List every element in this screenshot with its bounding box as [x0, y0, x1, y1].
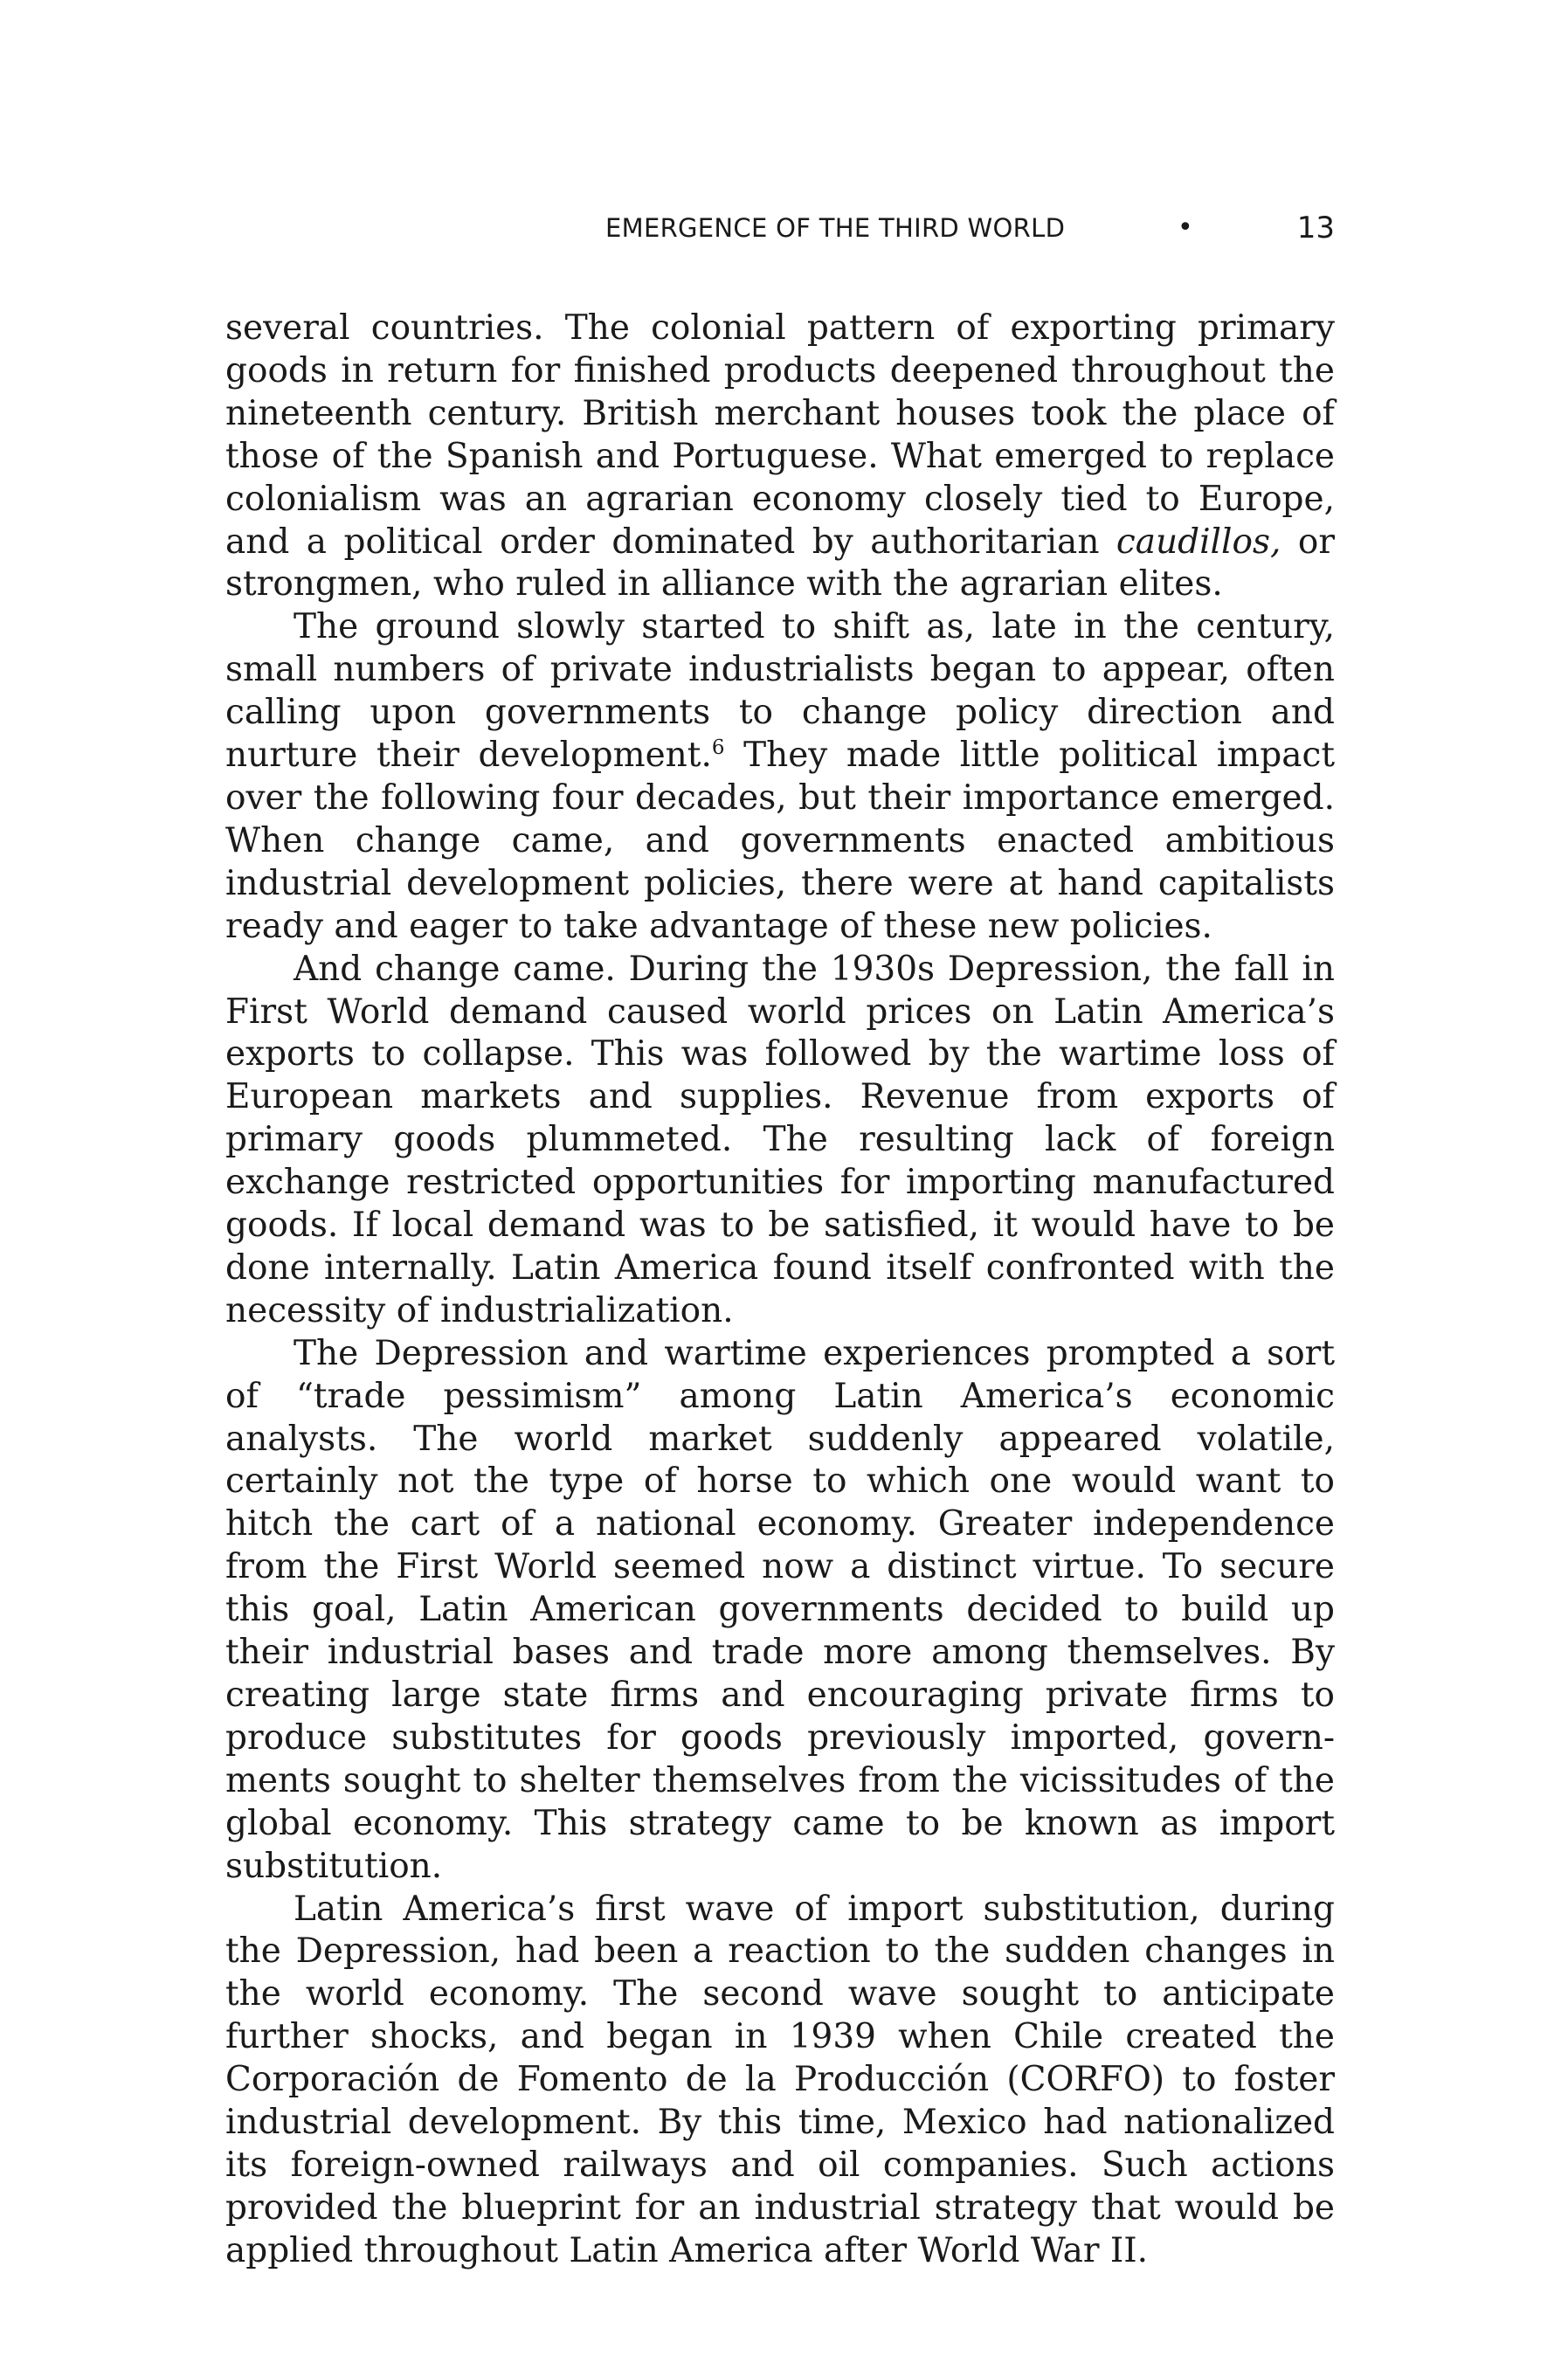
- paragraph-1: [225, 307, 1335, 606]
- paragraph-text: or strongmen, who ruled in alliance with the agrarian elites.: [225, 522, 1335, 605]
- bullet-separator: •: [1178, 212, 1193, 243]
- paragraph-text: They made little political impact over the following four decades, but their importance emerged. When change came, and governments enacted ambitious industrial development policies, there were at hand capitalists ready and eager to take advantage of these new policies.: [225, 736, 1336, 946]
- running-head: [225, 206, 1335, 250]
- paragraph-2: [225, 606, 1335, 948]
- italic-term: caudillos,: [1116, 522, 1281, 562]
- page-number: 13: [1296, 211, 1335, 245]
- body-text: [225, 307, 1335, 2273]
- footnote-reference: 6: [711, 736, 725, 760]
- paragraph-text: several countries. The colonial pattern of exporting primary goods in return for finished products deepened throughout the nineteenth century. British merchant houses took the place of those of the Spanish and Portuguese. What emerged to replace colonialism was an agrarian economy closely tied to Europe, and a political order dominated by authoritarian: [225, 308, 1335, 562]
- paragraph-5: Latin America’s first wave of import substitution, during the Depression, had been a reaction to the sudden changes in the world economy. The second wave sought to anticipate further shocks, and began in 1939 when Chile created the Corporación de Fomento de la Producción (CORFO) to foster industrial development. By this time, Mexico had nationalized its foreign-owned railways and oil companies. Such actions provided the blueprint for an industrial strategy that would be applied throughout Latin America after World War II.: [225, 1889, 1335, 2270]
- paragraph-4: The Depression and wartime experiences prompted a sort of “trade pessimism” among Latin America’s economic analysts. The world market suddenly appeared volatile, certainly not the type of horse to which one would want to hitch the cart of a national economy. Greater independence from the First World seemed now a distinct virtue. To secure this goal, Latin American governments decided to build up their industrial bases and trade more among themselves. By creating large state firms and encouraging private firms to produce substitutes for goods previously imported, governments sought to shelter themselves from the vicissitudes of the global economy. This strategy came to be known as import substitution.: [225, 1333, 1335, 1886]
- running-title: EMERGENCE OF THE THIRD WORLD: [605, 213, 1066, 243]
- paragraph-text: The ground slowly started to shift as, late in the century, small numbers of private industrialists began to appear, often calling upon governments to change policy direction and nurture their development.: [225, 607, 1335, 776]
- paragraph-3: And change came. During the 1930s Depression, the fall in First World demand caused world prices on Latin America’s exports to collapse. This was followed by the wartime loss of European markets and supplies. Revenue from exports of primary goods plummeted. The resulting lack of foreign exchange restricted opportunities for importing manufactured goods. If local demand was to be satisfied, it would have to be done internally. Latin America found itself confronted with the necessity of industrialization.: [225, 949, 1335, 1330]
